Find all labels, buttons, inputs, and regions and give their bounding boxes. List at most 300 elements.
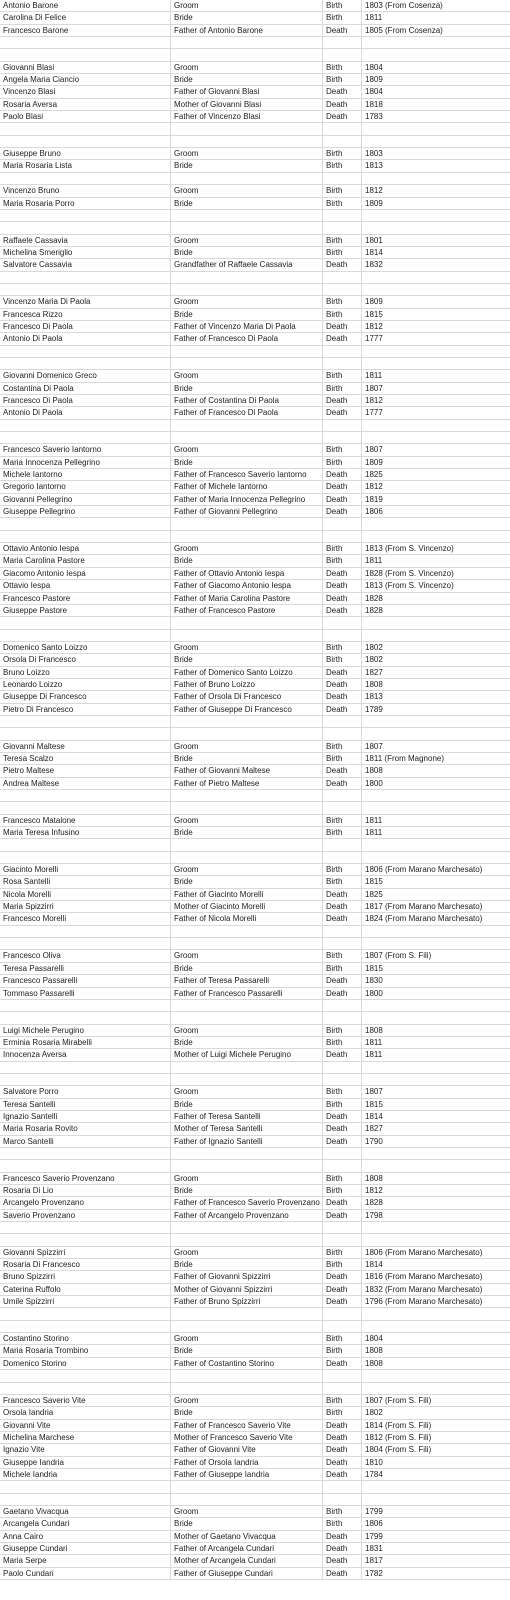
- date-cell[interactable]: [362, 136, 510, 147]
- event-cell[interactable]: Birth: [323, 1025, 362, 1036]
- name-cell[interactable]: Bruno Spizzirri: [0, 1271, 171, 1282]
- role-cell[interactable]: [171, 210, 323, 221]
- name-cell[interactable]: Francesco Oliva: [0, 950, 171, 961]
- name-cell[interactable]: Ignazio Santelli: [0, 1111, 171, 1122]
- name-cell[interactable]: Pietro Di Francesco: [0, 704, 171, 715]
- event-cell[interactable]: Birth: [323, 457, 362, 468]
- date-cell[interactable]: [362, 630, 510, 641]
- name-cell[interactable]: Maria Rosaria Trombino: [0, 1345, 171, 1356]
- name-cell[interactable]: Rosaria Di Francesco: [0, 1259, 171, 1270]
- role-cell[interactable]: Groom: [171, 296, 323, 307]
- role-cell[interactable]: [171, 346, 323, 357]
- role-cell[interactable]: Father of Orsola Di Francesco: [171, 691, 323, 702]
- name-cell[interactable]: Vincenzo Maria Di Paola: [0, 296, 171, 307]
- role-cell[interactable]: Father of Teresa Passarelli: [171, 975, 323, 986]
- name-cell[interactable]: [0, 1234, 171, 1245]
- event-cell[interactable]: Birth: [323, 1037, 362, 1048]
- event-cell[interactable]: Death: [323, 1271, 362, 1282]
- role-cell[interactable]: Mother of Teresa Santelli: [171, 1123, 323, 1134]
- role-cell[interactable]: Bride: [171, 74, 323, 85]
- name-cell[interactable]: Rosaria Aversa: [0, 99, 171, 110]
- role-cell[interactable]: [171, 1494, 323, 1505]
- event-cell[interactable]: Birth: [323, 0, 362, 11]
- event-cell[interactable]: Birth: [323, 1099, 362, 1110]
- name-cell[interactable]: Antonio Barone: [0, 0, 171, 11]
- name-cell[interactable]: Teresa Passarelli: [0, 963, 171, 974]
- event-cell[interactable]: [323, 1321, 362, 1332]
- date-cell[interactable]: [362, 1062, 510, 1073]
- date-cell[interactable]: 1790: [365, 1136, 383, 1146]
- role-cell[interactable]: [171, 630, 323, 641]
- date-cell[interactable]: 1811: [365, 1050, 383, 1060]
- role-cell[interactable]: Father of Vincenzo Blasi: [171, 111, 323, 122]
- event-cell[interactable]: [323, 790, 362, 801]
- date-cell[interactable]: [362, 123, 510, 134]
- date-cell[interactable]: 1828: [365, 605, 383, 615]
- role-cell[interactable]: [171, 420, 323, 431]
- event-cell[interactable]: Birth: [323, 815, 362, 826]
- role-cell[interactable]: [171, 1074, 323, 1085]
- name-cell[interactable]: Maria Rosaria Lista: [0, 160, 171, 171]
- date-cell[interactable]: 1832 (From Marano Marchesato): [365, 1284, 483, 1294]
- role-cell[interactable]: [171, 1234, 323, 1245]
- role-cell[interactable]: Groom: [171, 185, 323, 196]
- role-cell[interactable]: [171, 852, 323, 863]
- event-cell[interactable]: [323, 716, 362, 727]
- date-cell[interactable]: 1804: [365, 1334, 383, 1344]
- date-cell[interactable]: 1814: [365, 1260, 383, 1270]
- event-cell[interactable]: Death: [323, 1568, 362, 1579]
- event-cell[interactable]: [323, 1234, 362, 1245]
- date-cell[interactable]: 1811: [365, 371, 383, 381]
- date-cell[interactable]: 1808: [365, 1346, 383, 1356]
- event-cell[interactable]: [323, 518, 362, 529]
- date-cell[interactable]: 1800: [365, 778, 383, 788]
- date-cell[interactable]: 1828: [365, 593, 383, 603]
- date-cell[interactable]: [362, 432, 510, 443]
- role-cell[interactable]: [171, 617, 323, 628]
- event-cell[interactable]: Birth: [323, 309, 362, 320]
- name-cell[interactable]: Marco Santelli: [0, 1136, 171, 1147]
- role-cell[interactable]: [171, 272, 323, 283]
- role-cell[interactable]: Bride: [171, 963, 323, 974]
- event-cell[interactable]: Birth: [323, 753, 362, 764]
- role-cell[interactable]: Father of Francesco Di Paola: [171, 407, 323, 418]
- date-cell[interactable]: 1812 (From S. Fili): [365, 1432, 432, 1442]
- role-cell[interactable]: Father of Vincenzo Maria Di Paola: [171, 321, 323, 332]
- event-cell[interactable]: [323, 432, 362, 443]
- event-cell[interactable]: Death: [323, 1420, 362, 1431]
- event-cell[interactable]: Birth: [323, 1185, 362, 1196]
- role-cell[interactable]: [171, 1000, 323, 1011]
- role-cell[interactable]: Bride: [171, 1185, 323, 1196]
- event-cell[interactable]: Death: [323, 321, 362, 332]
- date-cell[interactable]: 1807: [365, 1087, 383, 1097]
- date-cell[interactable]: 1800: [365, 988, 383, 998]
- role-cell[interactable]: Father of Giovanni Vite: [171, 1444, 323, 1455]
- date-cell[interactable]: 1802: [365, 655, 383, 665]
- role-cell[interactable]: Groom: [171, 148, 323, 159]
- role-cell[interactable]: [171, 1481, 323, 1492]
- date-cell[interactable]: 1784: [365, 1469, 383, 1479]
- name-cell[interactable]: Orsola Di Francesco: [0, 654, 171, 665]
- name-cell[interactable]: Angela Maria Ciancio: [0, 74, 171, 85]
- name-cell[interactable]: [0, 518, 171, 529]
- event-cell[interactable]: [323, 1383, 362, 1394]
- name-cell[interactable]: Giovanni Maltese: [0, 741, 171, 752]
- role-cell[interactable]: Bride: [171, 1037, 323, 1048]
- name-cell[interactable]: [0, 346, 171, 357]
- date-cell[interactable]: 1812: [365, 186, 383, 196]
- date-cell[interactable]: [362, 531, 510, 542]
- date-cell[interactable]: 1807: [365, 445, 383, 455]
- event-cell[interactable]: [323, 1494, 362, 1505]
- role-cell[interactable]: Father of Antonio Barone: [171, 25, 323, 36]
- role-cell[interactable]: Father of Francesco Saverio Vite: [171, 1420, 323, 1431]
- date-cell[interactable]: 1813: [365, 692, 383, 702]
- name-cell[interactable]: [0, 1148, 171, 1159]
- event-cell[interactable]: Death: [323, 1197, 362, 1208]
- role-cell[interactable]: [171, 1160, 323, 1171]
- name-cell[interactable]: [0, 938, 171, 949]
- event-cell[interactable]: [323, 926, 362, 937]
- date-cell[interactable]: 1777: [365, 408, 383, 418]
- date-cell[interactable]: 1816 (From Marano Marchesato): [365, 1272, 483, 1282]
- date-cell[interactable]: [362, 1370, 510, 1381]
- name-cell[interactable]: Giovanni Domenico Greco: [0, 370, 171, 381]
- event-cell[interactable]: Death: [323, 1543, 362, 1554]
- event-cell[interactable]: Death: [323, 889, 362, 900]
- role-cell[interactable]: Father of Arcangelo Provenzano: [171, 1210, 323, 1221]
- role-cell[interactable]: Groom: [171, 741, 323, 752]
- date-cell[interactable]: 1798: [365, 1210, 383, 1220]
- date-cell[interactable]: [362, 1494, 510, 1505]
- name-cell[interactable]: [0, 1222, 171, 1233]
- role-cell[interactable]: Bride: [171, 1345, 323, 1356]
- date-cell[interactable]: 1813 (From S. Vincenzo): [365, 581, 454, 591]
- date-cell[interactable]: 1807 (From S. Fili): [365, 1395, 432, 1405]
- event-cell[interactable]: [323, 1062, 362, 1073]
- event-cell[interactable]: [323, 1160, 362, 1171]
- event-cell[interactable]: [323, 222, 362, 233]
- role-cell[interactable]: Mother of Giovanni Spizzirri: [171, 1284, 323, 1295]
- date-cell[interactable]: 1831: [365, 1543, 383, 1553]
- name-cell[interactable]: Francesco Pastore: [0, 593, 171, 604]
- name-cell[interactable]: Francesco Saverio Provenzano: [0, 1173, 171, 1184]
- name-cell[interactable]: Orsola Iandria: [0, 1407, 171, 1418]
- role-cell[interactable]: Father of Francesco Passarelli: [171, 988, 323, 999]
- date-cell[interactable]: 1812: [365, 1186, 383, 1195]
- date-cell[interactable]: 1809: [365, 75, 383, 85]
- role-cell[interactable]: Father of Pietro Maltese: [171, 778, 323, 789]
- date-cell[interactable]: 1806: [365, 507, 383, 517]
- name-cell[interactable]: Giuseppe Di Francesco: [0, 691, 171, 702]
- role-cell[interactable]: [171, 728, 323, 739]
- date-cell[interactable]: [362, 173, 510, 184]
- role-cell[interactable]: Bride: [171, 383, 323, 394]
- name-cell[interactable]: [0, 222, 171, 233]
- date-cell[interactable]: 1812: [365, 482, 383, 492]
- date-cell[interactable]: 1808: [365, 766, 383, 776]
- role-cell[interactable]: Bride: [171, 555, 323, 566]
- role-cell[interactable]: Bride: [171, 1099, 323, 1110]
- event-cell[interactable]: Death: [323, 704, 362, 715]
- role-cell[interactable]: [171, 1370, 323, 1381]
- name-cell[interactable]: Teresa Scalzo: [0, 753, 171, 764]
- event-cell[interactable]: Birth: [323, 148, 362, 159]
- event-cell[interactable]: Death: [323, 901, 362, 912]
- name-cell[interactable]: [0, 49, 171, 60]
- name-cell[interactable]: Michele Iandria: [0, 1469, 171, 1480]
- date-cell[interactable]: 1782: [365, 1568, 383, 1578]
- name-cell[interactable]: Giacinto Morelli: [0, 864, 171, 875]
- role-cell[interactable]: Bride: [171, 12, 323, 23]
- event-cell[interactable]: Death: [323, 1531, 362, 1542]
- date-cell[interactable]: [362, 1383, 510, 1394]
- event-cell[interactable]: [323, 210, 362, 221]
- role-cell[interactable]: Father of Maria Carolina Pastore: [171, 593, 323, 604]
- name-cell[interactable]: Giuseppe Pellegrino: [0, 506, 171, 517]
- name-cell[interactable]: [0, 728, 171, 739]
- date-cell[interactable]: 1825: [365, 889, 383, 899]
- event-cell[interactable]: Death: [323, 988, 362, 999]
- role-cell[interactable]: [171, 1062, 323, 1073]
- name-cell[interactable]: Tommaso Passarelli: [0, 988, 171, 999]
- event-cell[interactable]: [323, 630, 362, 641]
- date-cell[interactable]: 1783: [365, 112, 383, 122]
- name-cell[interactable]: Domenico Storino: [0, 1358, 171, 1369]
- date-cell[interactable]: 1818: [365, 99, 383, 109]
- date-cell[interactable]: 1809: [365, 297, 383, 307]
- role-cell[interactable]: Father of Francesco Saverio Iantorno: [171, 469, 323, 480]
- event-cell[interactable]: Death: [323, 1469, 362, 1480]
- name-cell[interactable]: Arcangela Cundari: [0, 1518, 171, 1529]
- name-cell[interactable]: [0, 531, 171, 542]
- event-cell[interactable]: Death: [323, 1555, 362, 1566]
- event-cell[interactable]: [323, 1148, 362, 1159]
- name-cell[interactable]: [0, 617, 171, 628]
- event-cell[interactable]: Death: [323, 1049, 362, 1060]
- name-cell[interactable]: Vincenzo Blasi: [0, 86, 171, 97]
- name-cell[interactable]: [0, 852, 171, 863]
- role-cell[interactable]: Groom: [171, 1506, 323, 1517]
- date-cell[interactable]: [362, 1321, 510, 1332]
- event-cell[interactable]: Death: [323, 778, 362, 789]
- date-cell[interactable]: 1806 (From Marano Marchesato): [365, 865, 483, 875]
- name-cell[interactable]: [0, 1000, 171, 1011]
- date-cell[interactable]: 1815: [365, 1099, 383, 1109]
- event-cell[interactable]: Death: [323, 568, 362, 579]
- name-cell[interactable]: [0, 1370, 171, 1381]
- name-cell[interactable]: Maria Innocenza Pellegrino: [0, 457, 171, 468]
- role-cell[interactable]: Father of Giuseppe Iandria: [171, 1469, 323, 1480]
- role-cell[interactable]: Father of Arcangela Cundari: [171, 1543, 323, 1554]
- role-cell[interactable]: Groom: [171, 444, 323, 455]
- role-cell[interactable]: Groom: [171, 1333, 323, 1344]
- date-cell[interactable]: 1801: [365, 235, 383, 245]
- name-cell[interactable]: Pietro Maltese: [0, 765, 171, 776]
- date-cell[interactable]: 1789: [365, 704, 383, 714]
- event-cell[interactable]: Death: [323, 1432, 362, 1443]
- event-cell[interactable]: Death: [323, 913, 362, 924]
- name-cell[interactable]: Giuseppe Iandria: [0, 1457, 171, 1468]
- role-cell[interactable]: Mother of Giovanni Blasi: [171, 99, 323, 110]
- name-cell[interactable]: Francesco Morelli: [0, 913, 171, 924]
- name-cell[interactable]: Raffaele Cassavia: [0, 235, 171, 246]
- event-cell[interactable]: [323, 1012, 362, 1023]
- event-cell[interactable]: [323, 173, 362, 184]
- event-cell[interactable]: [323, 284, 362, 295]
- role-cell[interactable]: [171, 790, 323, 801]
- date-cell[interactable]: 1812: [365, 396, 383, 405]
- date-cell[interactable]: 1817: [365, 1556, 383, 1566]
- name-cell[interactable]: [0, 358, 171, 369]
- name-cell[interactable]: Salvatore Porro: [0, 1086, 171, 1097]
- name-cell[interactable]: Maria Spizzirri: [0, 901, 171, 912]
- event-cell[interactable]: Birth: [323, 555, 362, 566]
- event-cell[interactable]: Death: [323, 1136, 362, 1147]
- date-cell[interactable]: 1827: [365, 667, 383, 677]
- date-cell[interactable]: 1824 (From Marano Marchesato): [365, 914, 483, 924]
- name-cell[interactable]: [0, 1062, 171, 1073]
- role-cell[interactable]: Groom: [171, 0, 323, 11]
- name-cell[interactable]: Francesco Barone: [0, 25, 171, 36]
- date-cell[interactable]: 1819: [365, 494, 383, 504]
- role-cell[interactable]: Bride: [171, 876, 323, 887]
- event-cell[interactable]: Death: [323, 111, 362, 122]
- event-cell[interactable]: Death: [323, 975, 362, 986]
- role-cell[interactable]: [171, 518, 323, 529]
- role-cell[interactable]: Bride: [171, 1259, 323, 1270]
- date-cell[interactable]: [362, 1074, 510, 1085]
- role-cell[interactable]: [171, 802, 323, 813]
- role-cell[interactable]: Groom: [171, 815, 323, 826]
- event-cell[interactable]: Death: [323, 259, 362, 270]
- name-cell[interactable]: Antonio Di Paola: [0, 333, 171, 344]
- role-cell[interactable]: Father of Teresa Santelli: [171, 1111, 323, 1122]
- name-cell[interactable]: Maria Carolina Pastore: [0, 555, 171, 566]
- date-cell[interactable]: [362, 272, 510, 283]
- role-cell[interactable]: Father of Giovanni Pellegrino: [171, 506, 323, 517]
- event-cell[interactable]: Birth: [323, 1259, 362, 1270]
- name-cell[interactable]: [0, 1308, 171, 1319]
- date-cell[interactable]: [362, 210, 510, 221]
- date-cell[interactable]: [362, 839, 510, 850]
- name-cell[interactable]: Giovanni Pellegrino: [0, 494, 171, 505]
- event-cell[interactable]: Death: [323, 1111, 362, 1122]
- event-cell[interactable]: Birth: [323, 160, 362, 171]
- date-cell[interactable]: 1808: [365, 1358, 383, 1368]
- date-cell[interactable]: 1832: [365, 260, 383, 270]
- name-cell[interactable]: Anna Cairo: [0, 1531, 171, 1542]
- name-cell[interactable]: [0, 432, 171, 443]
- role-cell[interactable]: Father of Costantina Di Paola: [171, 395, 323, 406]
- name-cell[interactable]: Gaetano Vivacqua: [0, 1506, 171, 1517]
- event-cell[interactable]: Death: [323, 494, 362, 505]
- name-cell[interactable]: [0, 630, 171, 641]
- name-cell[interactable]: Innocenza Aversa: [0, 1049, 171, 1060]
- role-cell[interactable]: Father of Michele Iantorno: [171, 481, 323, 492]
- date-cell[interactable]: 1802: [365, 1408, 383, 1418]
- role-cell[interactable]: [171, 716, 323, 727]
- role-cell[interactable]: [171, 49, 323, 60]
- event-cell[interactable]: [323, 123, 362, 134]
- role-cell[interactable]: [171, 1321, 323, 1332]
- date-cell[interactable]: 1814: [365, 247, 383, 257]
- name-cell[interactable]: Nicola Morelli: [0, 889, 171, 900]
- date-cell[interactable]: 1803 (From Cosenza): [365, 1, 443, 10]
- role-cell[interactable]: [171, 1148, 323, 1159]
- date-cell[interactable]: 1804 (From S. Fili): [365, 1445, 432, 1455]
- date-cell[interactable]: [362, 1222, 510, 1233]
- name-cell[interactable]: [0, 173, 171, 184]
- event-cell[interactable]: Birth: [323, 444, 362, 455]
- role-cell[interactable]: [171, 1012, 323, 1023]
- event-cell[interactable]: Birth: [323, 827, 362, 838]
- name-cell[interactable]: Paolo Cundari: [0, 1568, 171, 1579]
- name-cell[interactable]: [0, 284, 171, 295]
- date-cell[interactable]: [362, 852, 510, 863]
- event-cell[interactable]: Death: [323, 765, 362, 776]
- name-cell[interactable]: [0, 1074, 171, 1085]
- role-cell[interactable]: [171, 136, 323, 147]
- date-cell[interactable]: 1817 (From Marano Marchesato): [365, 902, 483, 912]
- event-cell[interactable]: Birth: [323, 247, 362, 258]
- role-cell[interactable]: Father of Giacomo Antonio Iespa: [171, 580, 323, 591]
- name-cell[interactable]: Saverio Provenzano: [0, 1210, 171, 1221]
- event-cell[interactable]: Birth: [323, 74, 362, 85]
- name-cell[interactable]: Domenico Santo Loizzo: [0, 642, 171, 653]
- role-cell[interactable]: Father of Giuseppe Di Francesco: [171, 704, 323, 715]
- event-cell[interactable]: Death: [323, 667, 362, 678]
- name-cell[interactable]: [0, 420, 171, 431]
- role-cell[interactable]: Father of Bruno Loizzo: [171, 679, 323, 690]
- role-cell[interactable]: Father of Francesco Pastore: [171, 605, 323, 616]
- role-cell[interactable]: Grandfather of Raffaele Cassavia: [171, 259, 323, 270]
- role-cell[interactable]: [171, 432, 323, 443]
- role-cell[interactable]: Father of Giovanni Blasi: [171, 86, 323, 97]
- name-cell[interactable]: Giovanni Vite: [0, 1420, 171, 1431]
- event-cell[interactable]: [323, 358, 362, 369]
- name-cell[interactable]: Andrea Maltese: [0, 778, 171, 789]
- role-cell[interactable]: [171, 358, 323, 369]
- name-cell[interactable]: Ottavio Iespa: [0, 580, 171, 591]
- event-cell[interactable]: Death: [323, 1284, 362, 1295]
- event-cell[interactable]: Birth: [323, 1345, 362, 1356]
- event-cell[interactable]: [323, 852, 362, 863]
- event-cell[interactable]: Birth: [323, 1518, 362, 1529]
- date-cell[interactable]: 1807: [365, 383, 383, 393]
- event-cell[interactable]: Birth: [323, 235, 362, 246]
- name-cell[interactable]: [0, 802, 171, 813]
- name-cell[interactable]: Michelina Smeriglio: [0, 247, 171, 258]
- name-cell[interactable]: [0, 790, 171, 801]
- date-cell[interactable]: 1830: [365, 976, 383, 986]
- name-cell[interactable]: Giuseppe Cundari: [0, 1543, 171, 1554]
- name-cell[interactable]: Rosaria Di Lio: [0, 1185, 171, 1196]
- event-cell[interactable]: Birth: [323, 1333, 362, 1344]
- date-cell[interactable]: [362, 926, 510, 937]
- event-cell[interactable]: [323, 346, 362, 357]
- event-cell[interactable]: Birth: [323, 185, 362, 196]
- role-cell[interactable]: Groom: [171, 642, 323, 653]
- role-cell[interactable]: Father of Domenico Santo Loizzo: [171, 667, 323, 678]
- event-cell[interactable]: Death: [323, 1444, 362, 1455]
- name-cell[interactable]: Bruno Loizzo: [0, 667, 171, 678]
- name-cell[interactable]: Francesco Matalone: [0, 815, 171, 826]
- date-cell[interactable]: 1814 (From S. Fili): [365, 1420, 432, 1430]
- date-cell[interactable]: 1815: [365, 309, 383, 319]
